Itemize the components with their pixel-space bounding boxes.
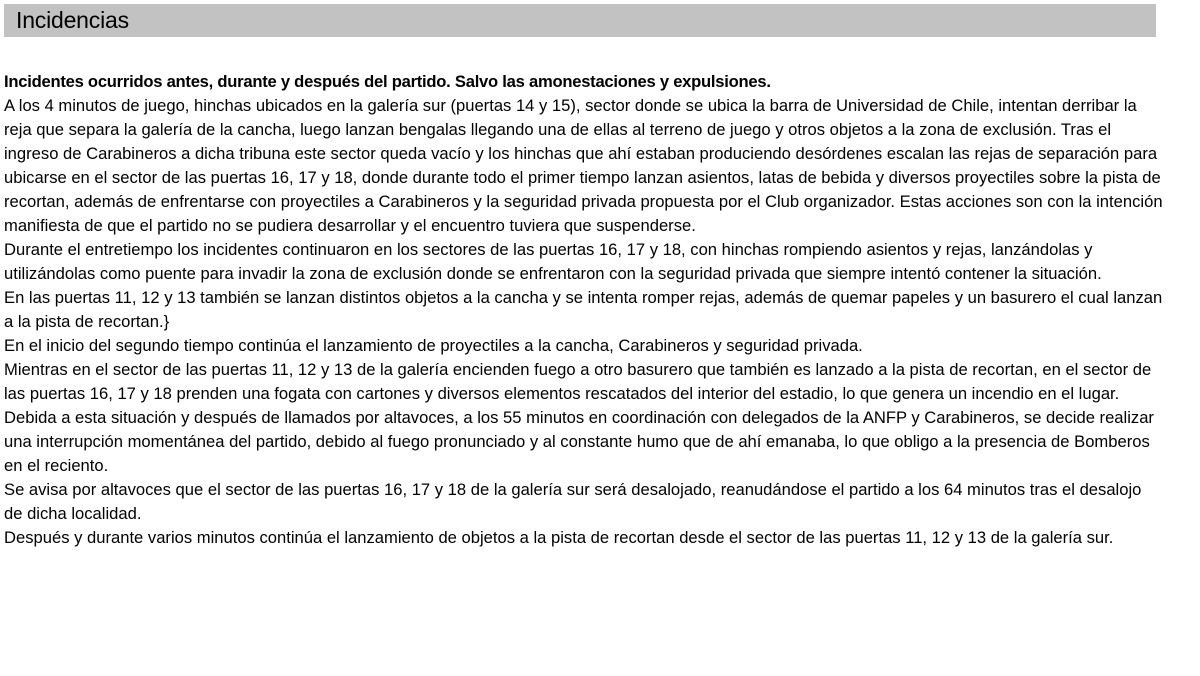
- report-paragraph: Después y durante varios minutos continúa el lanzamiento de objetos a la pista de recortan desde el sector de las puertas 11, 12 y 13 de la galería sur.: [4, 528, 1114, 547]
- report-paragraph: Mientras en el sector de las puertas 11, 12 y 13 de la galería encienden fuego a otro basurero que también es lanzado a la pista de recortan, en el sector de las puertas 16, 17 y 18 prenden una fogata con cartones y diversos elementos rescatados del interior del estadio, lo que genera un incendio en el lugar.: [4, 360, 1152, 403]
- section-header: [4, 4, 1156, 37]
- report-paragraph: Debida a esta situación y después de llamados por altavoces, a los 55 minutos en coordinación con delegados de la ANFP y Carabineros, se decide realizar una interrupción momentánea del partido, debido al fuego pronunciado y al constante humo que de ahí emanaba, lo que obligo a la presencia de Bomberos en el reciento.: [4, 408, 1154, 475]
- report-paragraph: En las puertas 11, 12 y 13 también se lanzan distintos objetos a la cancha y se intenta romper rejas, además de quemar papeles y un basurero el cual lanzan a la pista de recortan.}: [4, 288, 1163, 331]
- report-paragraph: Se avisa por altavoces que el sector de las puertas 16, 17 y 18 de la galería sur será desalojado, reanudándose el partido a los 64 minutos tras el desalojo de dicha localidad.: [4, 480, 1142, 523]
- report-paragraph: A los 4 minutos de juego, hinchas ubicados en la galería sur (puertas 14 y 15), sector donde se ubica la barra de Universidad de Chile, intentan derribar la reja que separa la galería de la cancha, luego lanzan bengalas llegando una de ellas al terreno de juego y otros objetos a la zona de exclusión. Tras el ingreso de Carabineros a dicha tribuna este sector queda vacío y los hinchas que ahí estaban produciendo desórdenes escalan las rejas de separación para ubicarse en el sector de las puertas 16, 17 y 18, donde durante todo el primer tiempo lanzan asientos, latas de bebida y diversos proyectiles sobre la pista de recortan, además de enfrentarse con proyectiles a Carabineros y la seguridad privada propuesta por el Club organizador. Estas acciones son con la intención manifiesta de que el partido no se pudiera desarrollar y el encuentro tuviera que suspenderse.: [4, 96, 1163, 235]
- report-subtitle: Incidentes ocurridos antes, durante y después del partido. Salvo las amonestaciones y expulsiones.: [4, 72, 771, 91]
- report-paragraph: En el inicio del segundo tiempo continúa el lanzamiento de proyectiles a la cancha, Carabineros y seguridad privada.: [4, 336, 863, 355]
- section-title: Incidencias: [16, 7, 129, 33]
- report-paragraph: Durante el entretiempo los incidentes continuaron en los sectores de las puertas 16, 17 y 18, con hinchas rompiendo asientos y rejas, lanzándolas y utilizándolas como puente para invadir la zona de exclusión donde se enfrentaron con la seguridad privada que siempre intentó contener la situación.: [4, 240, 1102, 283]
- report-body: [4, 70, 1164, 550]
